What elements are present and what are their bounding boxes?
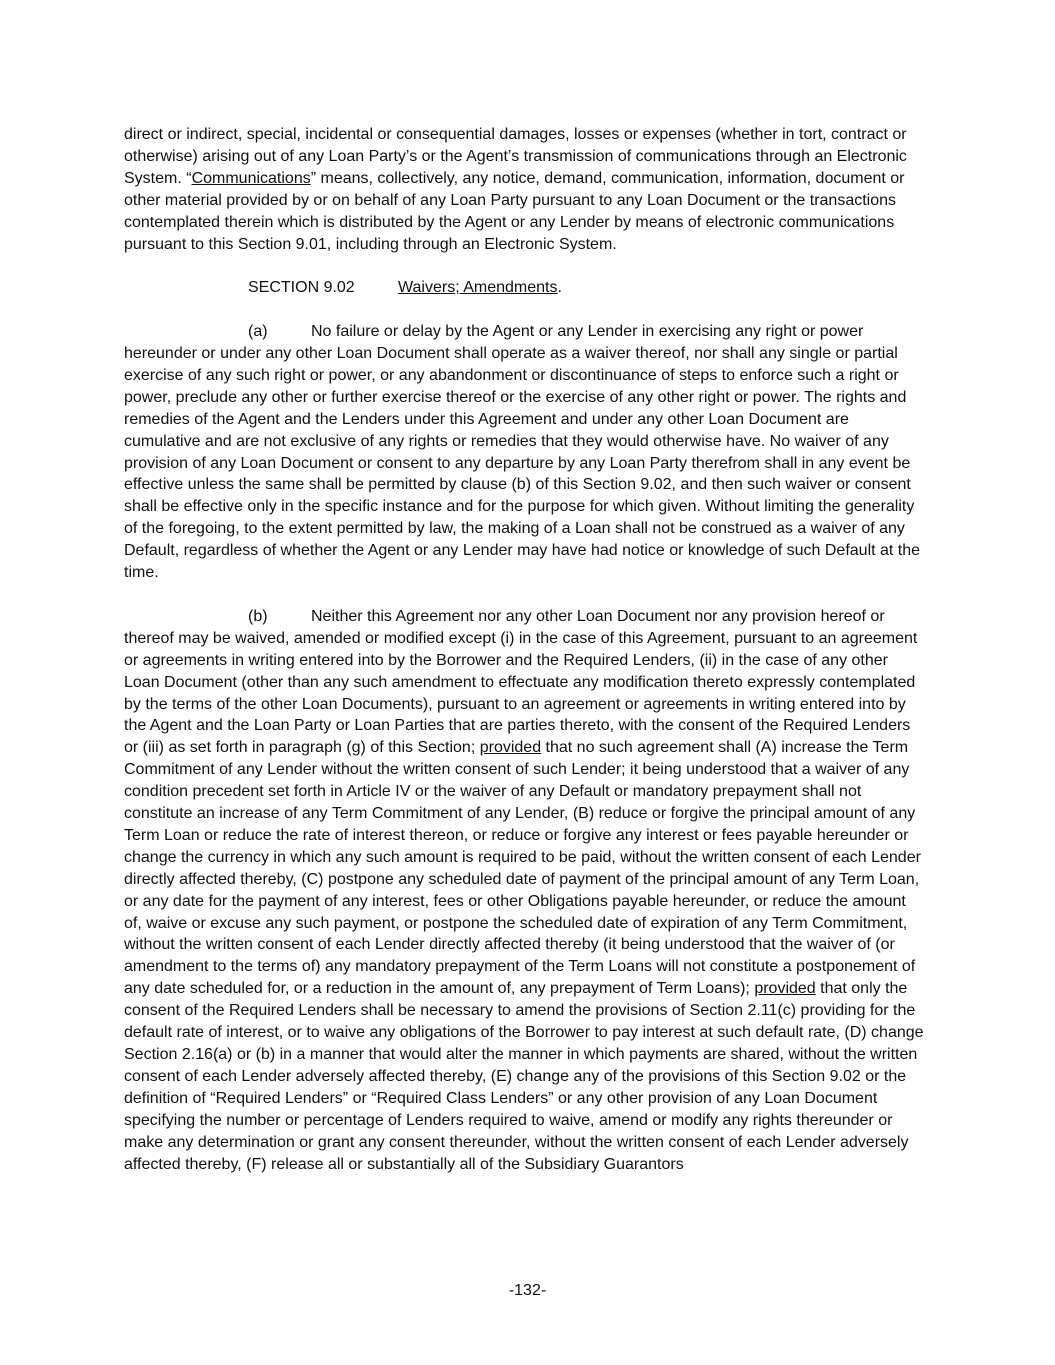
document-page [124,124,924,1197]
continuation-paragraph [124,124,924,255]
section-number: SECTION 9.02 [248,279,355,297]
clause-a-text: No failure or delay by the Agent or any Lender in exercising any right or power hereunder or under any other Loan Document shall operate as a waiver thereof, nor shall any single or partial exercise of any such right or power, or any abandonment or discontinuance of steps to enforce such a right or power, preclude any other or further exercise thereof or the exercise of any other right or power. The rights and remedies of the Agent and the Lenders under this Agreement and under any other Loan Document are cumulative and are not exclusive of any rights or remedies that they would otherwise have. No waiver of any provision of any Loan Document or consent to any departure by any Loan Party therefrom shall in any event be effective unless the same shall be permitted by clause (b) of this Section 9.02, and then such waiver or consent shall be effective only in the specific instance and for the purpose for which given. Without limiting the generality of the foregoing, to the extent permitted by law, the making of a Loan shall not be construed as a waiver of any Default, regardless of whether the Agent or any Lender may have had notice or knowledge of such Default at the time. [124,323,921,582]
clause-b-text-2: that no such agreement shall (A) increase the Term Commitment of any Lender without the written consent of such Lender; it being understood that a waiver of any condition precedent set forth in Article IV or the waiver of any Default or mandatory prepayment shall not constitute an increase of any Term Commitment of any Lender, (B) reduce or forgive the principal amount of any Term Loan or reduce the rate of interest thereon, or reduce or forgive any interest or fees payable hereunder or change the currency in which any such amount is required to be paid, without the written consent of each Lender directly affected thereby, (C) postpone any scheduled date of payment of the principal amount of any Term Loan, or any date for the payment of any interest, fees or other Obligations payable hereunder, or reduce the amount of, waive or excuse any such payment, or postpone the scheduled date of expiration of any Term Commitment, without the written consent of each Lender directly affected thereby (it being understood that the waiver of (or amendment to the terms of) any mandatory prepayment of the Term Loans will not constitute a postponement of any date scheduled for, or a reduction in the amount of, any prepayment of Term Loans); [124,739,921,998]
clause-a-label: (a) [248,323,268,341]
continuation-text-1: direct or indirect, special, incidental or consequential damages, losses or expenses (whether in tort, contract or otherwise) arising out of any Loan Party’s or the Agent’s transmission of communications through an Electronic System. “ [124,126,907,187]
section-title: Waivers; Amendments [398,279,558,297]
continuation-text-2: ” means, collectively, any notice, demand, communication, information, document or other material provided by or on behalf of any Loan Party pursuant to any Loan Document or the transactions contemplated therein which is distributed by the Agent or any Lender by means of electronic communications pursuant to this Section 9.01, including through an Electronic System. [124,169,905,253]
clause-b-text-1: Neither this Agreement nor any other Loan Document nor any provision hereof or thereof may be waived, amended or modified except (i) in the case of this Agreement, pursuant to an agreement or agreements in writing entered into by the Borrower and the Required Lenders, (ii) in the case of any other Loan Document (other than any such amendment to effectuate any modification thereto expressly contemplated by the terms of the other Loan Documents), pursuant to an agreement or agreements in writing entered into by the Agent and the Loan Party or Loan Parties that are parties thereto, with the consent of the Required Lenders or (iii) as set forth in paragraph (g) of this Section; [124,607,918,757]
provided-term-2: provided [754,980,816,998]
clause-b-label: (b) [248,607,268,625]
defined-term-communications: Communications [191,169,311,187]
section-title-suffix: . [557,279,562,297]
clause-a-paragraph [124,321,924,584]
page-number: -132- [508,1282,547,1299]
clause-b-text-3: that only the consent of the Required Lenders shall be necessary to amend the provisions of Section 2.11(c) providing for the default rate of interest, or to waive any obligations of the Borrower to pay interest at such default rate, (D) change Section 2.16(a) or (b) in a manner that would alter the manner in which payments are shared, without the written consent of each Lender adversely affected thereby, (E) change any of the provisions of this Section 9.02 or the definition of “Required Lenders” or “Required Class Lenders” or any other provision of any Loan Document specifying the number or percentage of Lenders required to waive, amend or modify any rights thereunder or make any determination or grant any consent thereunder, without the written consent of each Lender adversely affected thereby, (F) release all or substantially all of the Subsidiary Guarantors [124,980,924,1173]
clause-b-paragraph [124,606,924,1176]
section-heading [124,277,924,299]
provided-term-1: provided [479,739,542,757]
